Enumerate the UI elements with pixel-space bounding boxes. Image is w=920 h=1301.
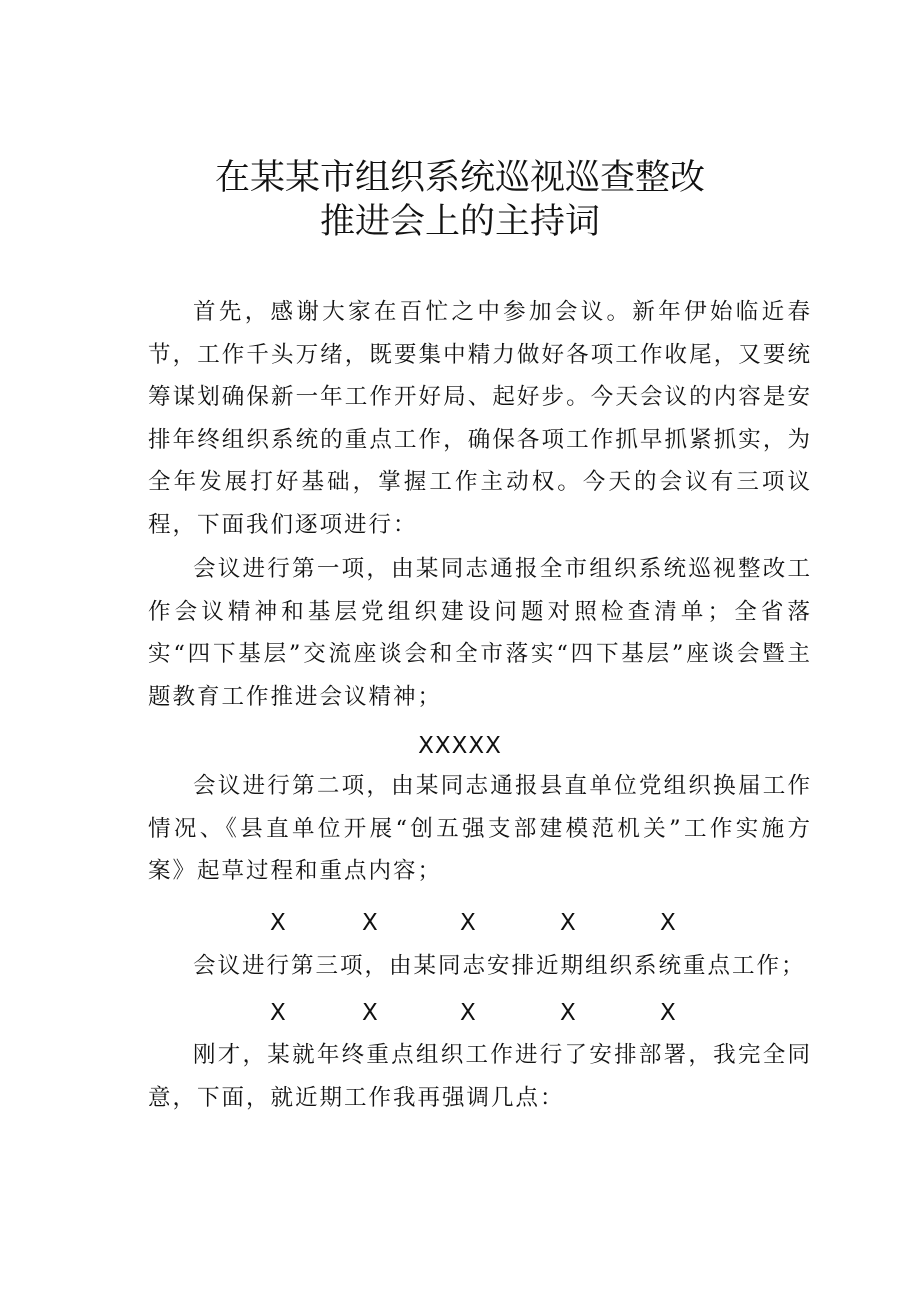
placeholder-x: X: [560, 910, 576, 936]
placeholder-x: X: [660, 910, 676, 936]
document-title-line-1: 在某某市组织系统巡视巡查整改: [214, 158, 705, 198]
placeholder-x: X: [270, 1000, 286, 1026]
paragraph-closing: 刚才，某就年终重点组织工作进行了安排部署，我完全同意，下面，就近期工作我再强调几点：: [148, 1042, 812, 1111]
paragraph-opening: 首先，感谢大家在百忙之中参加会议。新年伊始临近春节，工作千头万绪，既要集中精力做好各项工作收尾，又要统筹谋划确保新一年工作开好局、起好步。今天会议的内容是安排年终组织系统的重点工作，确保各项工作抓早抓紧抓实，为全年发展打好基础，掌握工作主动权。今天的会议有三项议程，下面我们逐项进行：: [148, 299, 812, 538]
placeholder-x: X: [362, 910, 378, 936]
placeholder-x: X: [362, 1000, 378, 1026]
placeholder-x: X: [660, 1000, 676, 1026]
paragraph-agenda-item-1: 会议进行第一项，由某同志通报全市组织系统巡视整改工作会议精神和基层党组织建设问题对照检查清单；全省落实“四下基层”交流座谈会和全市落实“四下基层”座谈会暨主题教育工作推进会议精神；: [148, 556, 812, 710]
placeholder-x: X: [460, 1000, 476, 1026]
placeholder-x: X: [270, 910, 286, 936]
placeholder-x: X: [560, 1000, 576, 1026]
placeholder-row-2: [0, 993, 920, 1033]
paragraph-agenda-item-2: 会议进行第二项，由某同志通报县直单位党组织换届工作情况、《县直单位开展“创五强支部建模范机关”工作实施方案》起草过程和重点内容；: [148, 773, 812, 884]
document-title-line-2: 推进会上的主持词: [319, 202, 600, 242]
placeholder-xxxxx: XXXXX: [418, 733, 502, 759]
paragraph-agenda-item-3: 会议进行第三项，由某同志安排近期组织系统重点工作；: [193, 953, 806, 979]
placeholder-row-1: [0, 903, 920, 943]
placeholder-x: X: [460, 910, 476, 936]
